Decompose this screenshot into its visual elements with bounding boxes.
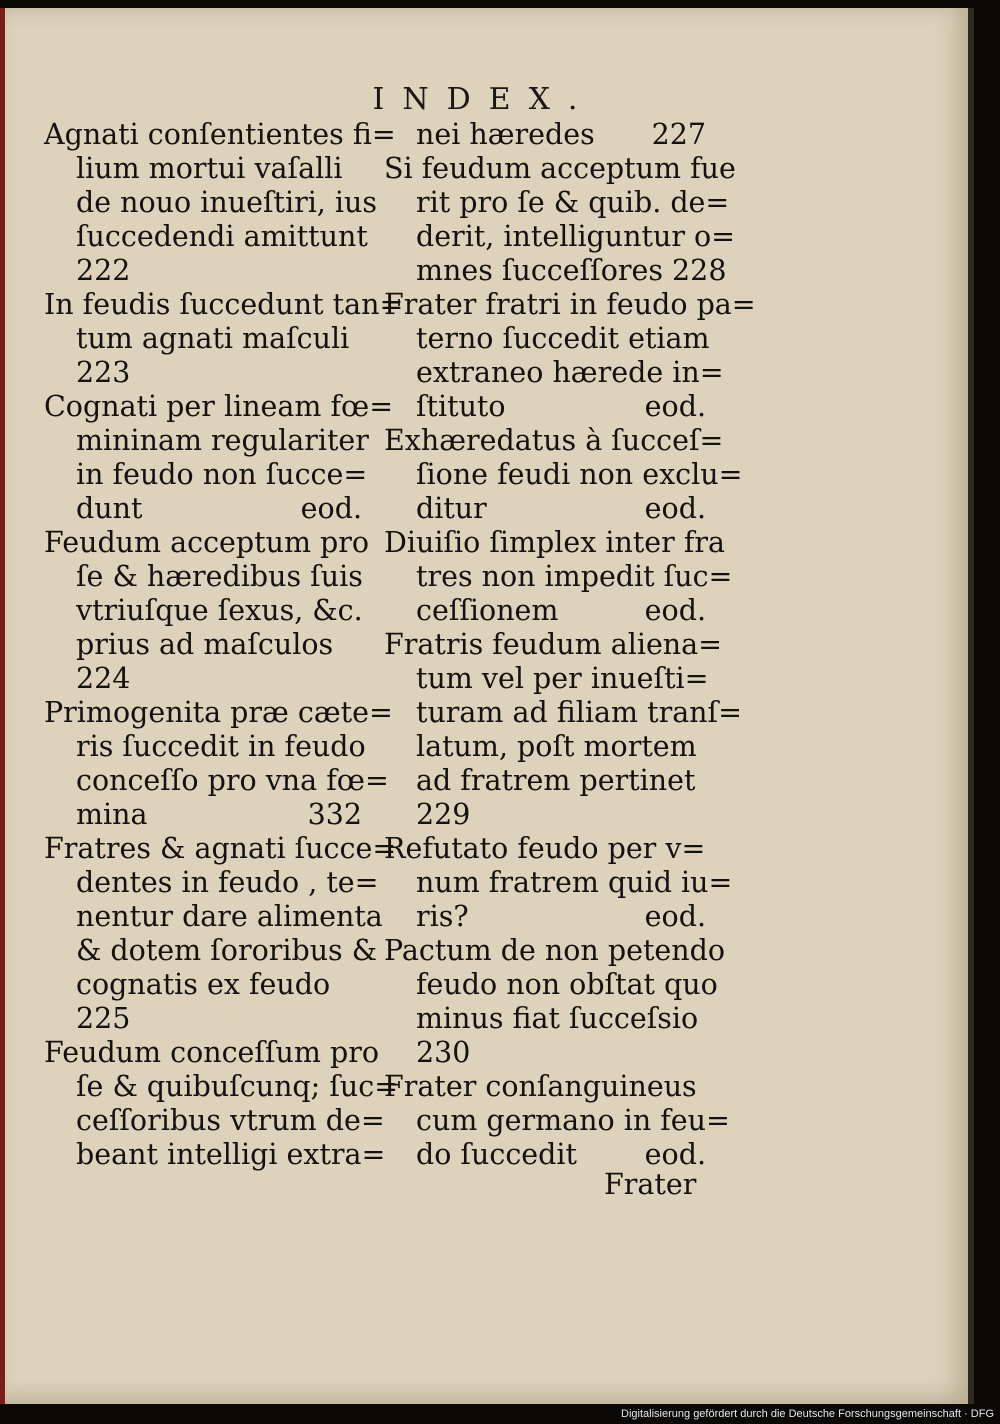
page-header: INDEX. xyxy=(372,82,596,117)
index-line xyxy=(44,390,394,424)
index-line xyxy=(384,696,742,730)
index-line-text: rit pro ſe & quib. de= xyxy=(416,186,730,219)
index-line-text: mina xyxy=(76,798,148,831)
index-line-text: ceſſionem xyxy=(416,594,559,627)
index-line xyxy=(384,424,724,458)
index-line xyxy=(384,492,706,526)
index-line-text: latum, poſt mortem xyxy=(416,730,697,763)
index-line-text: tum vel per inueſti= xyxy=(416,662,709,695)
index-line-text: 222 xyxy=(76,254,131,287)
index-line-text: Primogenita præ cæte= xyxy=(44,696,393,729)
index-line xyxy=(384,934,726,968)
index-line xyxy=(44,1138,386,1172)
index-line xyxy=(44,1002,362,1036)
page-edge-red xyxy=(0,8,5,1404)
index-line xyxy=(384,390,706,424)
index-line-text: ſe & quibuſcunq; ſuc= xyxy=(76,1070,399,1103)
index-line xyxy=(44,764,389,798)
index-line-text: nentur dare alimenta xyxy=(76,900,383,933)
index-line xyxy=(44,152,362,186)
index-line-text: Exhæredatus à ſucceſ= xyxy=(384,424,724,457)
index-line xyxy=(44,662,362,696)
index-line xyxy=(384,1036,706,1070)
index-line xyxy=(44,1036,379,1070)
index-line-text: 230 xyxy=(416,1036,471,1069)
index-line-text: extraneo hærede in= xyxy=(416,356,724,389)
index-line xyxy=(44,968,362,1002)
index-line-text: lium mortui vaſalli xyxy=(76,152,343,185)
index-line xyxy=(44,696,393,730)
index-line-text: ceſſoribus vtrum de= xyxy=(76,1104,385,1137)
index-line-text: prius ad maſculos xyxy=(76,628,334,661)
index-line-text: ſtituto xyxy=(416,390,506,423)
index-line-text: Cognati per lineam fœ= xyxy=(44,390,394,423)
index-line xyxy=(44,186,378,220)
catchword: Frater xyxy=(604,1168,697,1201)
index-line-text: Agnati conſentientes fi= xyxy=(44,118,396,151)
index-line xyxy=(384,526,725,560)
index-line-text: do ſuccedit xyxy=(416,1138,577,1171)
index-line xyxy=(384,900,706,934)
index-line xyxy=(44,492,362,526)
index-line-text: terno ſuccedit etiam xyxy=(416,322,710,355)
index-line xyxy=(44,322,362,356)
index-line-text: nei hæredes xyxy=(416,118,595,151)
index-line-text: dunt xyxy=(76,492,143,525)
index-line xyxy=(384,288,756,322)
index-line xyxy=(384,1104,730,1138)
index-line xyxy=(384,594,706,628)
index-line-text: dentes in feudo , te= xyxy=(76,866,379,899)
page-reference: eod. xyxy=(644,390,706,423)
index-line-text: ad fratrem pertinet xyxy=(416,764,696,797)
index-line xyxy=(384,186,730,220)
index-line-text: minus fiat ſucceſsio xyxy=(416,1002,699,1035)
index-line-text: ſione feudi non exclu= xyxy=(416,458,743,491)
index-line xyxy=(384,730,706,764)
index-line xyxy=(384,560,733,594)
index-line xyxy=(384,220,736,254)
index-line-text: Frater fratri in feudo pa= xyxy=(384,288,756,321)
index-line xyxy=(44,118,396,152)
page-reference: 332 xyxy=(307,798,362,831)
index-line xyxy=(44,1104,385,1138)
index-line-text: ris? xyxy=(416,900,469,933)
index-line xyxy=(384,832,706,866)
index-line xyxy=(384,628,723,662)
index-line xyxy=(384,866,733,900)
index-line xyxy=(44,458,368,492)
index-line-text: Si feudum acceptum fue xyxy=(384,152,736,185)
index-line-text: tum agnati maſculi xyxy=(76,322,350,355)
index-line xyxy=(44,424,369,458)
index-line-text: cum germano in feu= xyxy=(416,1104,730,1137)
footer-credit: Digitalisierung gefördert durch die Deutsche Forschungsgemeinschaft · DFG xyxy=(621,1408,994,1420)
index-line xyxy=(44,526,370,560)
index-line-text: Feudum conceſſum pro xyxy=(44,1036,379,1069)
index-line xyxy=(384,356,724,390)
index-line-text: cognatis ex feudo xyxy=(76,968,331,1001)
index-line xyxy=(44,220,368,254)
index-line xyxy=(44,1070,399,1104)
index-line-text: Frater conſanguineus xyxy=(384,1070,697,1103)
index-line-text: conceſſo pro vna fœ= xyxy=(76,764,389,797)
index-line-text: Refutato feudo per v= xyxy=(384,832,706,865)
index-line-text: 229 xyxy=(416,798,471,831)
index-line xyxy=(384,152,736,186)
index-line-text: ditur xyxy=(416,492,487,525)
index-line xyxy=(384,322,710,356)
index-line xyxy=(44,832,397,866)
index-column-left xyxy=(44,118,404,1172)
index-line-text: vtriuſque ſexus, &c. xyxy=(76,594,363,627)
index-line-text: 223 xyxy=(76,356,131,389)
index-line-text: de nouo inueſtiri, ius xyxy=(76,186,378,219)
index-line xyxy=(44,288,404,322)
index-line-text: Diuiſio ſimplex inter fra xyxy=(384,526,725,559)
index-line-text: ſe & hæredibus ſuis xyxy=(76,560,363,593)
index-line xyxy=(384,798,706,832)
page-reference: eod. xyxy=(644,594,706,627)
index-line-text: turam ad filiam tranſ= xyxy=(416,696,742,729)
index-line xyxy=(44,730,366,764)
index-line xyxy=(44,254,362,288)
index-line-text: mininam regulariter xyxy=(76,424,369,457)
index-line-text: num fratrem quid iu= xyxy=(416,866,733,899)
index-line xyxy=(44,594,362,628)
index-line-text: ſuccedendi amittunt xyxy=(76,220,368,253)
index-line-text: tres non impedit ſuc= xyxy=(416,560,733,593)
book-page xyxy=(0,8,974,1404)
index-line xyxy=(44,560,362,594)
index-line xyxy=(384,764,706,798)
page-reference: eod. xyxy=(644,900,706,933)
index-column-right xyxy=(384,118,756,1172)
index-line-text: derit, intelliguntur o= xyxy=(416,220,736,253)
index-line-text: in feudo non ſucce= xyxy=(76,458,368,491)
index-line xyxy=(44,628,362,662)
index-line-text: Pactum de non petendo xyxy=(384,934,726,967)
index-line-text: beant intelligi extra= xyxy=(76,1138,386,1171)
index-line xyxy=(384,1070,706,1104)
index-line xyxy=(44,900,383,934)
index-line xyxy=(384,458,743,492)
index-line xyxy=(44,356,362,390)
index-line xyxy=(384,1002,706,1036)
index-line-text: & dotem ſororibus & xyxy=(76,934,378,967)
index-line xyxy=(384,118,706,152)
index-line xyxy=(384,1138,706,1172)
index-line-text: Feudum acceptum pro xyxy=(44,526,370,559)
index-line-text: 225 xyxy=(76,1002,131,1035)
page-reference: eod. xyxy=(300,492,362,525)
page-reference: eod. xyxy=(644,1138,706,1171)
index-line xyxy=(384,254,727,288)
index-line-text: Fratris feudum aliena= xyxy=(384,628,723,661)
page-reference: eod. xyxy=(644,492,706,525)
index-line-text: feudo non obſtat quo xyxy=(416,968,718,1001)
index-line xyxy=(384,662,709,696)
index-line xyxy=(44,934,378,968)
index-line-text: mnes ſucceſſores 228 xyxy=(416,254,727,287)
page-reference: 227 xyxy=(651,118,706,151)
index-line xyxy=(44,866,379,900)
index-line xyxy=(384,968,718,1002)
index-line-text: Fratres & agnati ſucce= xyxy=(44,832,397,865)
index-line-text: 224 xyxy=(76,662,131,695)
index-line xyxy=(44,798,362,832)
index-line-text: ris ſuccedit in feudo xyxy=(76,730,366,763)
index-line-text: In feudis ſuccedunt tan= xyxy=(44,288,404,321)
